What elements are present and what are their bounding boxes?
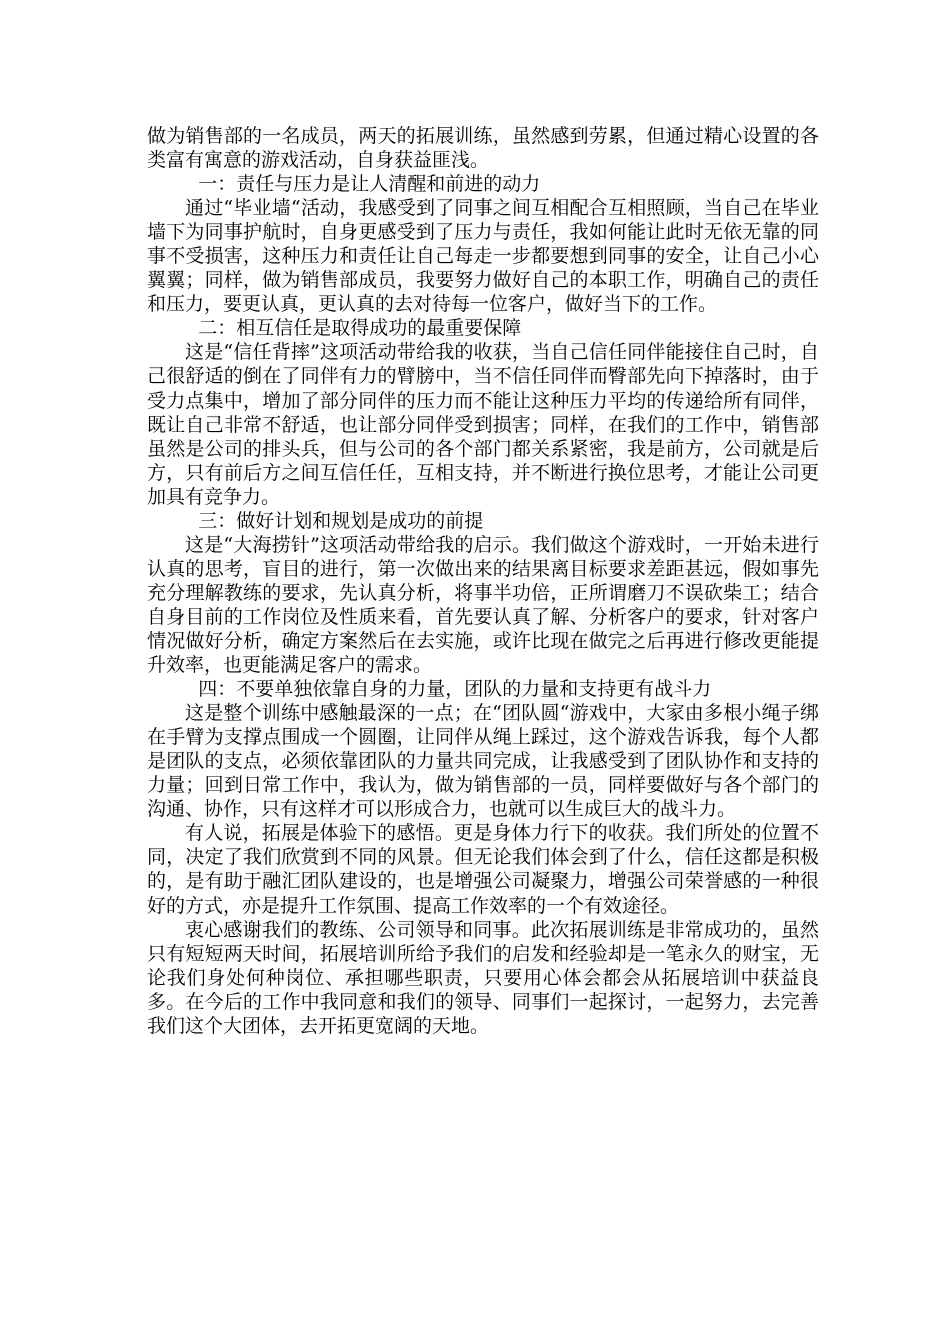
document-body [147, 124, 819, 1038]
section-4-heading: 四：不要单独依靠自身的力量，团队的力量和支持更有战斗力 [198, 678, 712, 701]
section-1-paragraph: 通过“毕业墙“活动，我感受到了同事之间互相配合互相照顾，当自己在毕业墙下为同事护航时，自身更感受到了压力与责任，我如何能让此时无依无靠的同事不受损害，这种压力和责任让自己每走一步都要想到同事的安全，让自己小心翼翼；同样，做为销售部成员，我要努力做好自己的本职工作，明确自己的责任和压力，要更认真，更认真的去对待每一位客户，做好当下的工作。 [147, 197, 819, 316]
section-2-paragraph: 这是“信任背摔”这项活动带给我的收获，当自己信任同伴能接住自己时，自己很舒适的倒在了同伴有力的臂膀中，当不信任同伴而臀部先向下掉落时，由于受力点集中，增加了部分同伴的压力而不能让这种压力平均的传递给所有同伴，既让自己非常不舒适，也让部分同伴受到损害；同样，在我们的工作中，销售部虽然是公司的排头兵，但与公司的各个部门都关系紧密，我是前方，公司就是后方，只有前后方之间互信任任，互相支持，并不断进行换位思考，才能让公司更加具有竞争力。 [147, 341, 819, 508]
closing-paragraph-1: 有人说，拓展是体验下的感悟。更是身体力行下的收获。我们所处的位置不同，决定了我们欣赏到不同的风景。但无论我们体会到了什么，信任这都是积极的，是有助于融汇团队建设的，也是增强公司凝聚力，增强公司荣誉感的一种很好的方式，亦是提升工作氛围、提高工作效率的一个有效途径。 [147, 822, 819, 917]
intro-paragraph: 做为销售部的一名成员，两天的拓展训练，虽然感到劳累，但通过精心设置的各类富有寓意的游戏活动，自身获益匪浅。 [147, 125, 819, 172]
section-1-heading: 一：责任与压力是让人清醒和前进的动力 [198, 173, 541, 196]
section-4-paragraph: 这是整个训练中感触最深的一点；在“团队圆“游戏中，大家由多根小绳子绑在手臂为支撑点围成一个圆圈，让同伴从绳上踩过，这个游戏告诉我，每个人都是团队的支点，必须依靠团队的力量共同完成，让我感受到了团队协作和支持的力量；回到日常工作中，我认为，做为销售部的一员，同样要做好与各个部门的沟通、协作，只有这样才可以形成合力，也就可以生成巨大的战斗力。 [147, 702, 819, 821]
closing-paragraph-2: 衷心感谢我们的教练、公司领导和同事。此次拓展训练是非常成功的，虽然只有短短两天时间，拓展培训所给予我们的启发和经验却是一笔永久的财宝，无论我们身处何种岗位、承担哪些职责，只要用心体会都会从拓展培训中获益良多。在今后的工作中我同意和我们的领导、同事们一起探讨，一起努力，去完善我们这个大团体，去开拓更宽阔的天地。 [147, 918, 819, 1037]
section-2-heading: 二：相互信任是取得成功的最重要保障 [198, 317, 522, 340]
section-3-heading: 三：做好计划和规划是成功的前提 [198, 509, 484, 532]
section-3-paragraph: 这是“大海捞针”这项活动带给我的启示。我们做这个游戏时，一开始未进行认真的思考，盲目的进行，第一次做出来的结果离目标要求差距甚远，假如事先充分理解教练的要求，先认真分析，将事半功倍，正所谓磨刀不误砍柴工；结合自身目前的工作岗位及性质来看，首先要认真了解、分析客户的要求，针对客户情况做好分析，确定方案然后在去实施，或许比现在做完之后再进行修改更能提升效率，也更能满足客户的需求。 [147, 533, 819, 677]
